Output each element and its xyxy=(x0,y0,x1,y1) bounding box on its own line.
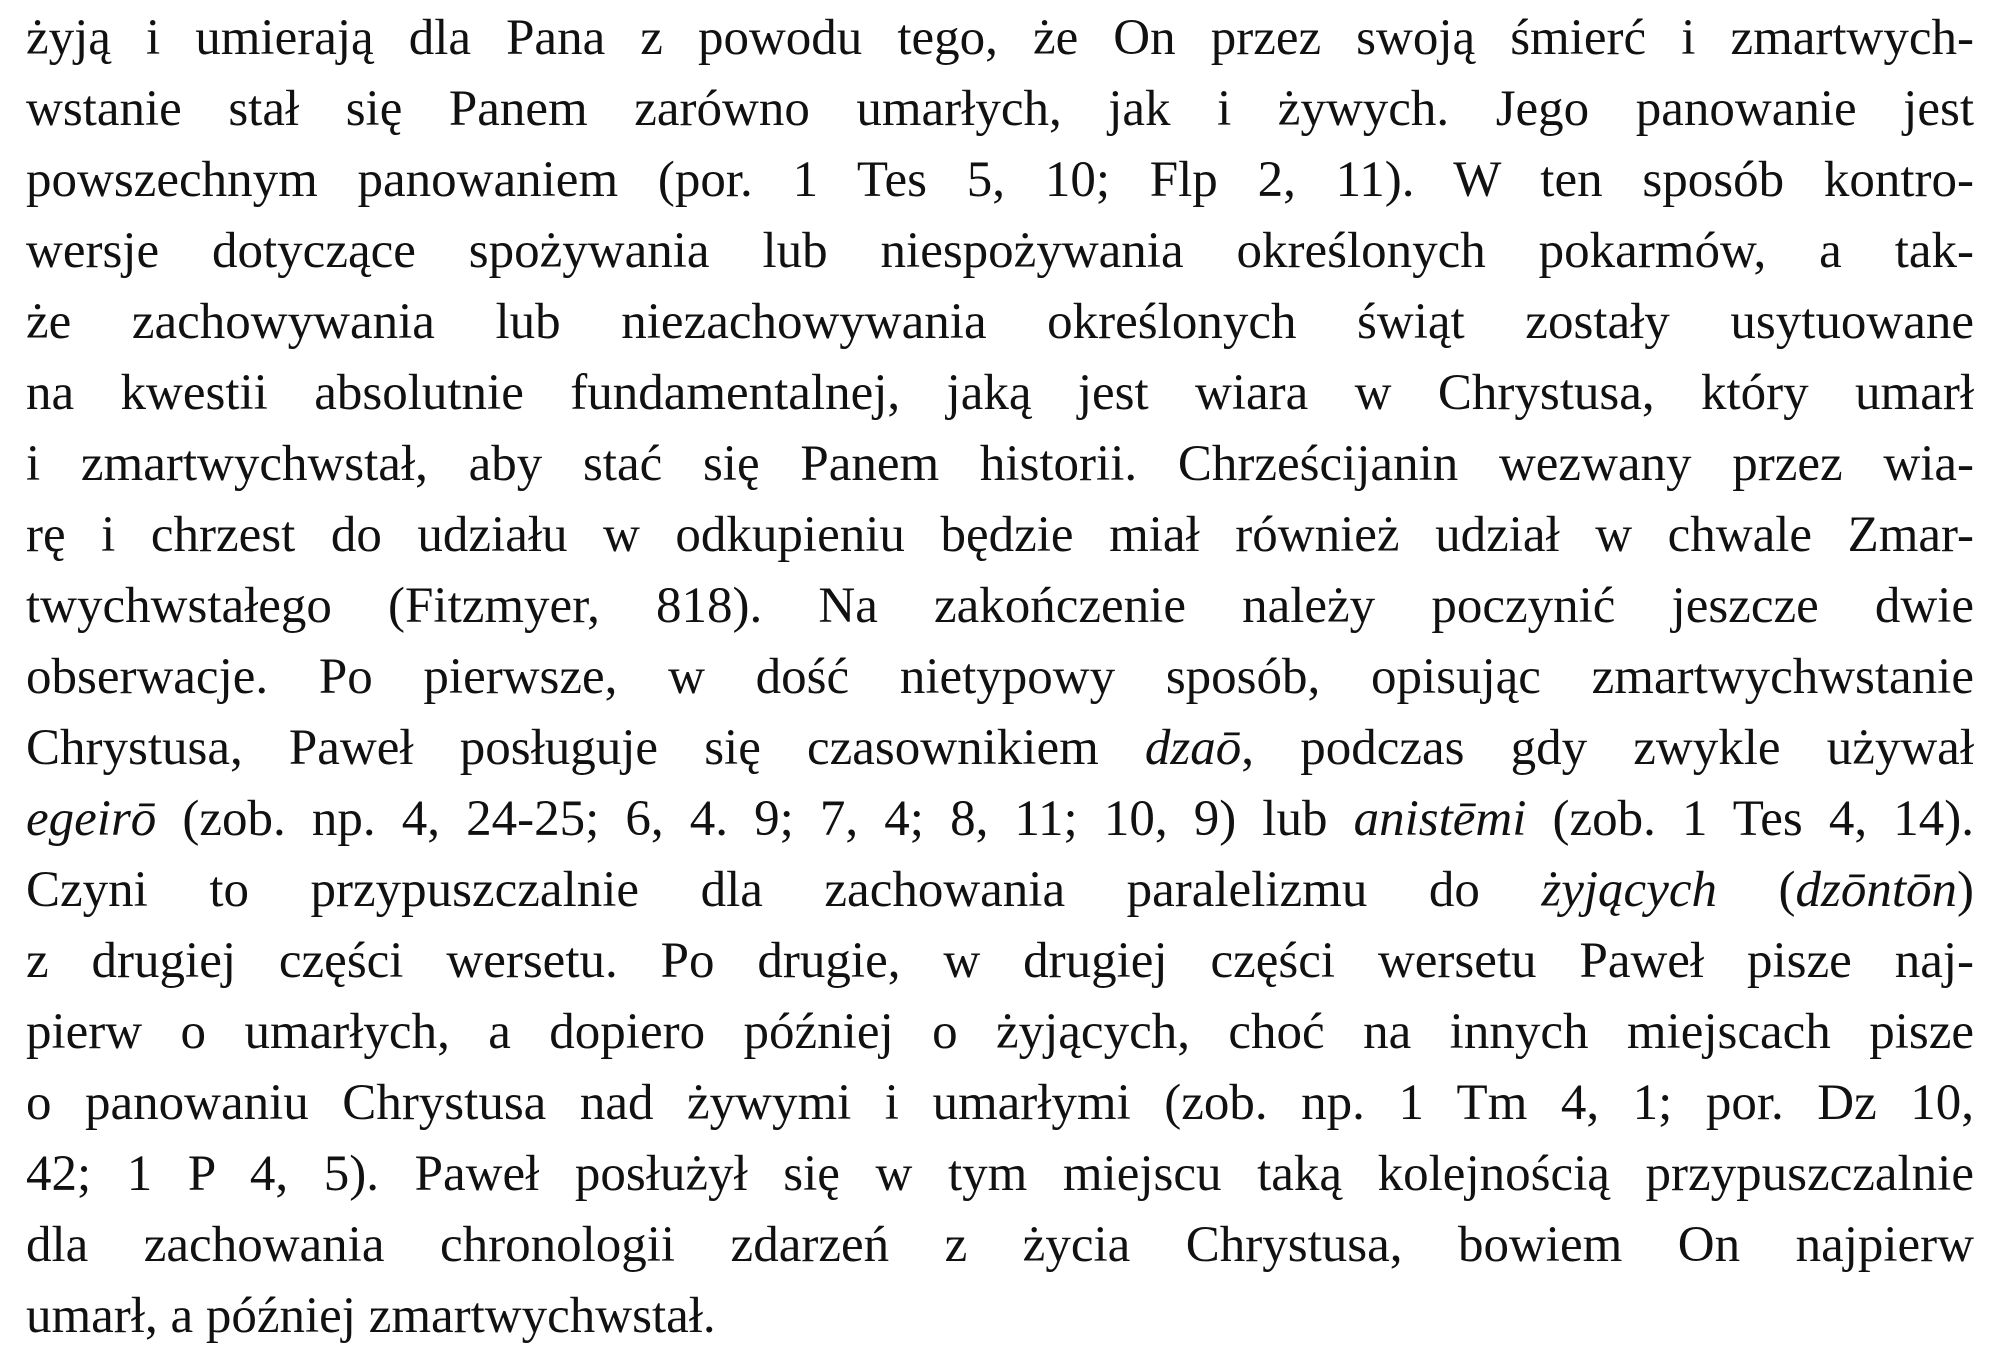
text-segment: rę i chrzest do udziału w odkupieniu będzie miał również udział w chwale Zmar- xyxy=(26,507,1974,563)
text-segment: 42; 1 P 4, 5). Paweł posłużył się w tym miejscu taką kolejnością przypuszczalnie xyxy=(26,1146,1974,1202)
text-segment: (zob. 1 Tes 4, 14). xyxy=(1526,791,1974,847)
text-segment: i zmartwychwstał, aby stać się Panem historii. Chrześcijanin wezwany przez wia- xyxy=(26,436,1974,492)
text-line xyxy=(26,783,1974,855)
text-line xyxy=(26,2,1974,74)
text-line xyxy=(26,144,1974,216)
text-line xyxy=(26,570,1974,642)
text-line xyxy=(26,428,1974,500)
text-line xyxy=(26,1067,1974,1139)
text-segment: pierw o umarłych, a dopiero później o żyjących, choć na innych miejscach pisze xyxy=(26,1004,1974,1060)
text-segment: (zob. np. 4, 24-25; 6, 4. 9; 7, 4; 8, 11; 10, 9) lub xyxy=(156,791,1354,847)
italic-term: anistēmi xyxy=(1353,791,1527,847)
text-segment: wstanie stał się Panem zarówno umarłych, jak i żywych. Jego panowanie jest xyxy=(26,81,1974,137)
text-line xyxy=(26,996,1974,1068)
text-segment: dla zachowania chronologii zdarzeń z życia Chrystusa, bowiem On najpierw xyxy=(26,1217,1974,1273)
text-segment: ( xyxy=(1716,862,1796,918)
text-line xyxy=(26,357,1974,429)
text-line xyxy=(26,854,1974,926)
text-segment: wersje dotyczące spożywania lub niespożywania określonych pokarmów, a tak- xyxy=(26,223,1974,279)
text-segment: powszechnym panowaniem (por. 1 Tes 5, 10; Flp 2, 11). W ten sposób kontro- xyxy=(26,152,1974,208)
text-line xyxy=(26,1138,1974,1210)
text-segment: twychwstałego (Fitzmyer, 818). Na zakończenie należy poczynić jeszcze dwie xyxy=(26,578,1974,634)
text-line xyxy=(26,641,1974,713)
text-line xyxy=(26,215,1974,287)
document-page xyxy=(26,2,1974,1344)
text-segment: umarł, a później zmartwychwstał. xyxy=(26,1288,716,1344)
text-line xyxy=(26,1209,1974,1281)
text-line xyxy=(26,712,1974,784)
text-segment: żyją i umierają dla Pana z powodu tego, że On przez swoją śmierć i zmartwych- xyxy=(26,10,1974,66)
text-segment: Czyni to przypuszczalnie dla zachowania paralelizmu do xyxy=(26,862,1542,918)
text-segment: na kwestii absolutnie fundamentalnej, jaką jest wiara w Chrystusa, który umarł xyxy=(26,365,1974,421)
text-segment: o panowaniu Chrystusa nad żywymi i umarłymi (zob. np. 1 Tm 4, 1; por. Dz 10, xyxy=(26,1075,1974,1131)
text-segment: że zachowywania lub niezachowywania określonych świąt zostały usytuowane xyxy=(26,294,1974,350)
text-segment: , podczas gdy zwykle używał xyxy=(1241,720,1974,776)
text-line xyxy=(26,73,1974,145)
italic-term: dzōntōn xyxy=(1795,862,1958,918)
text-line xyxy=(26,499,1974,571)
italic-term: żyjących xyxy=(1541,862,1717,918)
italic-term: dzaō xyxy=(1144,720,1242,776)
text-line xyxy=(26,286,1974,358)
italic-term: egeirō xyxy=(26,791,157,847)
text-segment: Chrystusa, Paweł posługuje się czasownikiem xyxy=(26,720,1145,776)
text-line xyxy=(26,925,1974,997)
text-segment: z drugiej części wersetu. Po drugie, w drugiej części wersetu Paweł pisze naj- xyxy=(26,933,1974,989)
text-segment: ) xyxy=(1957,862,1974,918)
text-segment: obserwacje. Po pierwsze, w dość nietypowy sposób, opisując zmartwychwstanie xyxy=(26,649,1974,705)
text-line xyxy=(26,1280,1974,1352)
